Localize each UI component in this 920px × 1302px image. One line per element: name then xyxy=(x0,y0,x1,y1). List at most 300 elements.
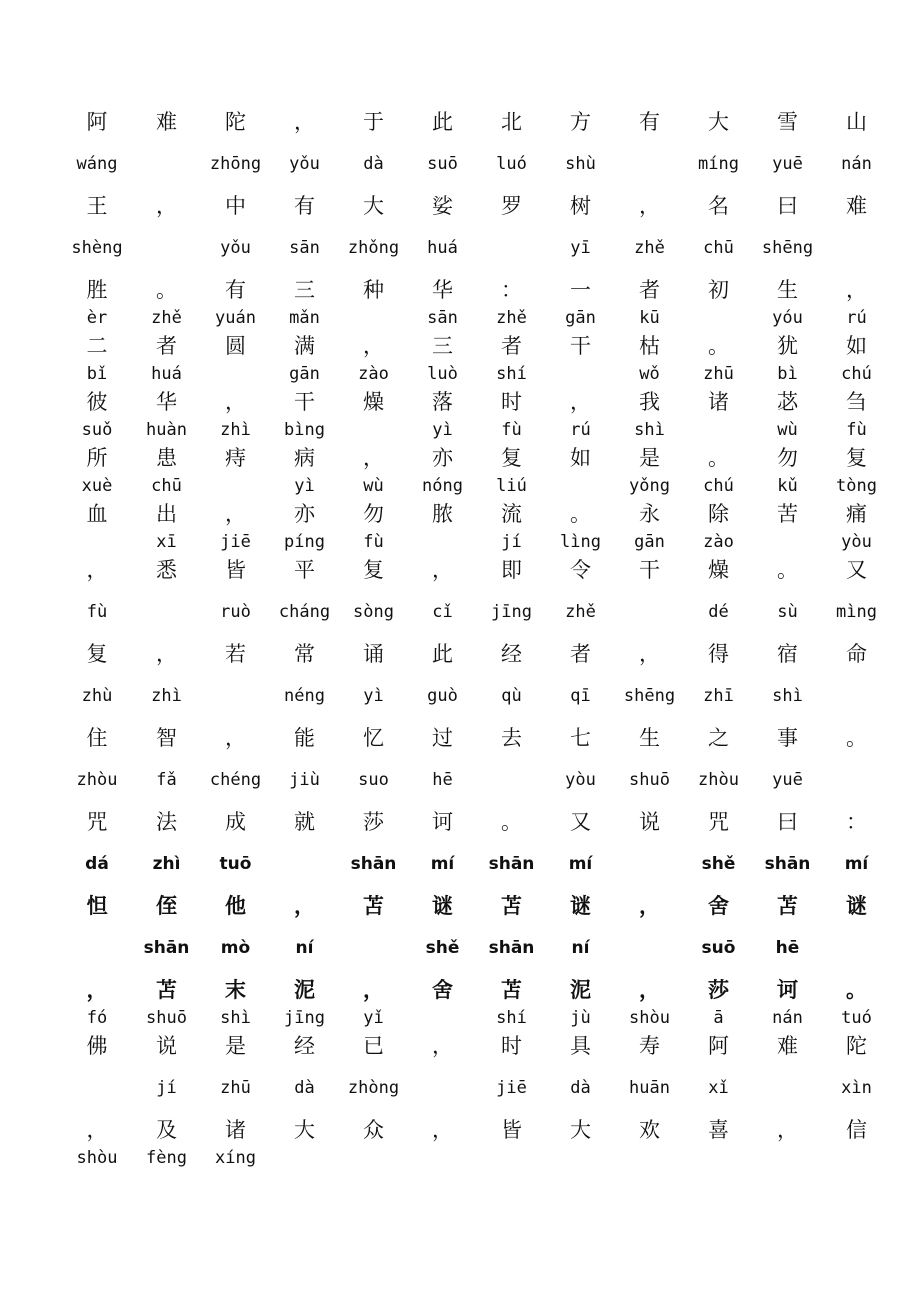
hanzi-cell: 悉 xyxy=(156,558,177,582)
pinyin-cell: shì xyxy=(220,1008,251,1028)
pinyin-cell: zhě xyxy=(496,308,527,328)
hanzi-cell: 大 xyxy=(294,1118,315,1142)
pinyin-cell: sān xyxy=(427,308,458,328)
hanzi-cell: ， xyxy=(432,558,453,582)
pinyin-cell: shān xyxy=(488,854,535,874)
pinyin-cell: píng xyxy=(284,532,325,552)
pinyin-cell: yǒng xyxy=(629,476,670,496)
pinyin-cell: huá xyxy=(151,364,182,384)
pinyin-cell: jí xyxy=(156,1078,177,1098)
pinyin-cell: chū xyxy=(703,238,734,258)
hanzi-cell: ， xyxy=(225,726,246,750)
hanzi-cell: 除 xyxy=(708,502,729,526)
hanzi-cell: 苫 xyxy=(501,893,522,918)
pinyin-cell: yǒu xyxy=(289,154,320,174)
hanzi-cell: 亦 xyxy=(432,446,453,470)
hanzi-cell: 末 xyxy=(225,977,246,1002)
hanzi-row xyxy=(62,556,882,584)
pinyin-cell: luó xyxy=(496,154,527,174)
hanzi-cell: 者 xyxy=(570,642,591,666)
pinyin-cell: sòng xyxy=(353,602,394,622)
hanzi-cell: 诸 xyxy=(225,1118,246,1142)
pinyin-cell: luò xyxy=(427,364,458,384)
hanzi-cell: 燥 xyxy=(363,390,384,414)
pinyin-cell xyxy=(62,528,132,556)
pinyin-cell: shān xyxy=(143,938,190,958)
hanzi-row xyxy=(62,332,882,360)
hanzi-row xyxy=(62,276,882,304)
pinyin-cell: suō xyxy=(427,154,458,174)
pinyin-cell-empty xyxy=(684,1144,753,1172)
hanzi-cell: 脓 xyxy=(432,502,453,526)
pinyin-cell: dà xyxy=(570,1078,591,1098)
hanzi-cell: 复 xyxy=(363,558,384,582)
hanzi-cell: ， xyxy=(156,642,177,666)
hanzi-cell: 事 xyxy=(777,726,798,750)
hanzi-cell: 彼 xyxy=(86,390,108,414)
hanzi-cell: 勿 xyxy=(363,502,384,526)
hanzi-cell: 勿 xyxy=(777,446,798,470)
pinyin-cell: lìng xyxy=(560,532,601,552)
pinyin-cell: fù xyxy=(501,420,522,440)
pinyin-cell: zhǒng xyxy=(347,238,400,258)
pinyin-cell xyxy=(132,220,201,276)
hanzi-cell: 燥 xyxy=(708,558,729,582)
hanzi-cell: 经 xyxy=(501,642,522,666)
hanzi-cell: 种 xyxy=(363,278,384,302)
hanzi-cell: 又 xyxy=(846,558,867,582)
hanzi-cell: 永 xyxy=(639,502,660,526)
pinyin-cell: suō xyxy=(701,938,736,958)
pinyin-cell: shēng xyxy=(623,686,676,706)
pinyin-cell: yóu xyxy=(772,308,803,328)
hanzi-cell: 犹 xyxy=(777,334,798,358)
hanzi-cell: 七 xyxy=(570,726,591,750)
hanzi-cell: ， xyxy=(363,446,384,470)
hanzi-cell: 寿 xyxy=(639,1034,660,1058)
pinyin-cell: tuó xyxy=(841,1008,872,1028)
pinyin-cell: xuè xyxy=(81,476,113,496)
hanzi-cell: 难 xyxy=(156,110,177,134)
hanzi-cell: 诵 xyxy=(363,642,384,666)
hanzi-cell: 此 xyxy=(432,110,453,134)
hanzi-cell: 莎 xyxy=(708,977,729,1002)
pinyin-cell xyxy=(339,304,408,332)
hanzi-cell: 时 xyxy=(501,1034,522,1058)
hanzi-cell: 痔 xyxy=(225,446,246,470)
pinyin-cell: dà xyxy=(294,1078,315,1098)
hanzi-cell: 曰 xyxy=(777,194,798,218)
pinyin-cell: cháng xyxy=(278,602,331,622)
hanzi-cell: ， xyxy=(363,977,384,1002)
hanzi-cell: 欢 xyxy=(639,1118,660,1142)
pinyin-cell: zhòu xyxy=(76,770,118,790)
pinyin-cell: fù xyxy=(86,602,108,622)
hanzi-cell: 苫 xyxy=(501,977,522,1002)
pinyin-cell: zào xyxy=(703,532,734,552)
pinyin-cell: fó xyxy=(86,1008,108,1028)
pinyin-row xyxy=(62,528,882,556)
pinyin-cell-empty xyxy=(339,1144,408,1172)
hanzi-cell: 皆 xyxy=(501,1118,522,1142)
pinyin-cell xyxy=(201,360,270,388)
pinyin-cell: suo xyxy=(358,770,389,790)
pinyin-cell: yì xyxy=(294,476,315,496)
hanzi-cell: 如 xyxy=(570,446,591,470)
hanzi-row xyxy=(62,500,882,528)
hanzi-cell: 是 xyxy=(639,446,660,470)
pinyin-cell: mò xyxy=(220,938,251,958)
hanzi-cell: 住 xyxy=(86,726,108,750)
pinyin-cell: wáng xyxy=(76,154,118,174)
pinyin-row xyxy=(62,304,882,332)
pinyin-cell: huān xyxy=(629,1078,670,1098)
hanzi-cell: 。 xyxy=(501,810,522,834)
hanzi-cell: 复 xyxy=(501,446,522,470)
pinyin-row xyxy=(62,360,882,388)
pinyin-cell: zhě xyxy=(634,238,665,258)
hanzi-cell: 诃 xyxy=(777,977,798,1002)
pinyin-cell: hē xyxy=(775,938,800,958)
hanzi-cell: 刍 xyxy=(846,390,867,414)
hanzi-cell: 成 xyxy=(225,810,246,834)
hanzi-cell: 若 xyxy=(225,642,246,666)
pinyin-cell: gān xyxy=(565,308,596,328)
pinyin-cell: yuē xyxy=(772,154,803,174)
pinyin-cell: bìng xyxy=(284,420,325,440)
hanzi-cell: 令 xyxy=(570,558,591,582)
pinyin-cell: sān xyxy=(289,238,320,258)
pinyin-cell: nóng xyxy=(422,476,463,496)
pinyin-cell-empty xyxy=(270,1144,339,1172)
pinyin-cell xyxy=(822,920,891,976)
pinyin-cell: chéng xyxy=(209,770,262,790)
hanzi-cell: 山 xyxy=(846,110,867,134)
hanzi-cell: 罗 xyxy=(501,194,522,218)
pinyin-cell: wǒ xyxy=(639,364,660,384)
hanzi-cell: 血 xyxy=(86,502,108,526)
pinyin-cell xyxy=(132,584,201,640)
hanzi-cell: 三 xyxy=(294,278,315,302)
pinyin-cell xyxy=(132,136,201,192)
hanzi-cell: 命 xyxy=(846,642,867,666)
pinyin-cell xyxy=(270,836,339,892)
pinyin-cell: sù xyxy=(777,602,798,622)
hanzi-cell: ： xyxy=(501,278,522,302)
pinyin-cell: zào xyxy=(358,364,389,384)
pinyin-cell: wù xyxy=(363,476,384,496)
hanzi-row xyxy=(62,1032,882,1060)
pinyin-cell xyxy=(408,528,477,556)
pinyin-cell: qī xyxy=(570,686,591,706)
hanzi-cell: 舍 xyxy=(708,893,729,918)
hanzi-row xyxy=(62,192,882,220)
pinyin-cell: yuē xyxy=(772,770,803,790)
pinyin-cell: guò xyxy=(427,686,458,706)
hanzi-cell: 有 xyxy=(225,278,246,302)
pinyin-cell: fèng xyxy=(146,1148,187,1168)
pinyin-cell: ní xyxy=(295,938,314,958)
hanzi-cell: ， xyxy=(639,194,660,218)
hanzi-cell: 枯 xyxy=(639,334,660,358)
hanzi-cell: 泥 xyxy=(570,977,591,1002)
pinyin-cell: bǐ xyxy=(86,364,108,384)
pinyin-cell: yì xyxy=(363,686,384,706)
pinyin-cell: zhù xyxy=(81,686,113,706)
hanzi-cell: 说 xyxy=(639,810,660,834)
hanzi-cell: 苾 xyxy=(777,390,798,414)
hanzi-cell: 曰 xyxy=(777,810,798,834)
hanzi-cell: 圆 xyxy=(225,334,246,358)
pinyin-cell: wù xyxy=(777,420,798,440)
hanzi-cell: 大 xyxy=(363,194,384,218)
hanzi-row xyxy=(62,976,882,1004)
hanzi-cell: ， xyxy=(432,1034,453,1058)
hanzi-cell: 陀 xyxy=(846,1034,867,1058)
pinyin-row xyxy=(62,920,882,976)
pinyin-cell: shí xyxy=(496,364,527,384)
hanzi-cell: 是 xyxy=(225,1034,246,1058)
pinyin-cell: shòu xyxy=(629,1008,670,1028)
pinyin-cell: nán xyxy=(772,1008,803,1028)
pinyin-row xyxy=(62,752,882,808)
pinyin-cell: shān xyxy=(488,938,535,958)
pinyin-cell: nán xyxy=(841,154,872,174)
hanzi-cell: 经 xyxy=(294,1034,315,1058)
pinyin-cell: liú xyxy=(496,476,527,496)
hanzi-cell: 。 xyxy=(708,446,729,470)
hanzi-cell: 大 xyxy=(708,110,729,134)
pinyin-cell: jīng xyxy=(491,602,532,622)
pinyin-row xyxy=(62,584,882,640)
hanzi-cell: 侄 xyxy=(156,893,177,918)
hanzi-cell: 出 xyxy=(156,502,177,526)
hanzi-cell: 众 xyxy=(363,1118,384,1142)
pinyin-cell xyxy=(339,416,408,444)
hanzi-cell: 又 xyxy=(570,810,591,834)
pinyin-cell: shuō xyxy=(146,1008,187,1028)
hanzi-cell: ： xyxy=(846,810,867,834)
hanzi-cell: 患 xyxy=(156,446,177,470)
pinyin-cell: tuō xyxy=(219,854,252,874)
pinyin-cell: mí xyxy=(844,854,869,874)
hanzi-row xyxy=(62,1116,882,1144)
hanzi-cell: 他 xyxy=(225,893,246,918)
hanzi-cell: ， xyxy=(294,893,315,918)
hanzi-cell: 满 xyxy=(294,334,315,358)
hanzi-cell: 痛 xyxy=(846,502,867,526)
pinyin-cell: yǐ xyxy=(363,1008,384,1028)
pinyin-cell: néng xyxy=(284,686,325,706)
hanzi-cell: 咒 xyxy=(86,810,108,834)
hanzi-cell: 复 xyxy=(846,446,867,470)
document-body xyxy=(62,108,882,1172)
hanzi-cell: 喜 xyxy=(708,1118,729,1142)
pinyin-cell: ruò xyxy=(220,602,251,622)
pinyin-cell: chú xyxy=(703,476,734,496)
hanzi-row xyxy=(62,444,882,472)
pinyin-cell: yuán xyxy=(215,308,256,328)
hanzi-cell: 即 xyxy=(501,558,522,582)
pinyin-cell: xǐ xyxy=(708,1078,729,1098)
hanzi-cell: 过 xyxy=(432,726,453,750)
hanzi-cell: 于 xyxy=(363,110,384,134)
hanzi-cell: 诃 xyxy=(432,810,453,834)
hanzi-cell: 二 xyxy=(86,334,108,358)
hanzi-cell: 者 xyxy=(501,334,522,358)
pinyin-cell: yòu xyxy=(565,770,596,790)
pinyin-cell: jiù xyxy=(289,770,320,790)
pinyin-cell: zhī xyxy=(703,686,734,706)
hanzi-cell: 干 xyxy=(570,334,591,358)
hanzi-cell: 我 xyxy=(639,390,660,414)
pinyin-cell: qù xyxy=(501,686,522,706)
pinyin-cell-empty xyxy=(822,1144,891,1172)
pinyin-row xyxy=(62,1060,882,1116)
hanzi-cell: ， xyxy=(86,977,108,1002)
pinyin-cell: jiē xyxy=(496,1078,527,1098)
hanzi-cell: 。 xyxy=(846,726,867,750)
pinyin-cell xyxy=(684,416,753,444)
pinyin-cell: kǔ xyxy=(777,476,798,496)
pinyin-cell-empty xyxy=(477,1144,546,1172)
pinyin-cell-empty xyxy=(546,1144,615,1172)
pinyin-cell: èr xyxy=(86,308,108,328)
hanzi-cell: 。 xyxy=(846,977,867,1002)
hanzi-cell: 时 xyxy=(501,390,522,414)
pinyin-cell: xíng xyxy=(215,1148,256,1168)
pinyin-cell: shì xyxy=(772,686,803,706)
pinyin-cell: mí xyxy=(568,854,593,874)
hanzi-cell: 苦 xyxy=(777,502,798,526)
hanzi-cell: 雪 xyxy=(777,110,798,134)
pinyin-cell xyxy=(822,752,891,808)
pinyin-cell: dà xyxy=(363,154,384,174)
hanzi-cell: 苫 xyxy=(363,893,384,918)
pinyin-row xyxy=(62,836,882,892)
pinyin-cell xyxy=(477,752,546,808)
hanzi-cell: 得 xyxy=(708,642,729,666)
pinyin-cell xyxy=(201,472,270,500)
pinyin-cell: chú xyxy=(841,364,872,384)
pinyin-cell: suǒ xyxy=(81,420,113,440)
hanzi-cell: 树 xyxy=(570,194,591,218)
pinyin-row-trailing xyxy=(62,1144,882,1172)
hanzi-cell: 所 xyxy=(86,446,108,470)
hanzi-cell: 胜 xyxy=(86,278,108,302)
hanzi-cell: 苫 xyxy=(156,977,177,1002)
hanzi-cell: 流 xyxy=(501,502,522,526)
hanzi-cell: 佛 xyxy=(86,1034,108,1058)
pinyin-cell xyxy=(546,472,615,500)
pinyin-cell: jiē xyxy=(220,532,251,552)
hanzi-cell: 谜 xyxy=(570,893,591,918)
pinyin-cell: zhě xyxy=(151,308,182,328)
hanzi-cell: 平 xyxy=(294,558,315,582)
hanzi-cell: ， xyxy=(225,502,246,526)
hanzi-cell: 莎 xyxy=(363,810,384,834)
hanzi-cell: ， xyxy=(639,642,660,666)
pinyin-cell: jí xyxy=(501,532,522,552)
pinyin-cell: mǎn xyxy=(289,308,320,328)
hanzi-cell: 娑 xyxy=(432,194,453,218)
pinyin-cell xyxy=(477,220,546,276)
pinyin-cell: mìng xyxy=(836,602,877,622)
hanzi-cell: 有 xyxy=(639,110,660,134)
hanzi-cell: 一 xyxy=(570,278,591,302)
hanzi-cell: 华 xyxy=(156,390,177,414)
pinyin-cell: yǒu xyxy=(220,238,251,258)
hanzi-row xyxy=(62,724,882,752)
pinyin-cell-empty xyxy=(753,1144,822,1172)
hanzi-cell: 如 xyxy=(846,334,867,358)
pinyin-cell xyxy=(408,1060,477,1116)
pinyin-cell: gān xyxy=(634,532,665,552)
pinyin-cell xyxy=(546,360,615,388)
pinyin-cell: yòu xyxy=(841,532,872,552)
hanzi-cell: 干 xyxy=(639,558,660,582)
hanzi-cell: 说 xyxy=(156,1034,177,1058)
pinyin-cell: fù xyxy=(846,420,867,440)
pinyin-cell: jīng xyxy=(284,1008,325,1028)
pinyin-cell xyxy=(822,220,891,276)
hanzi-row xyxy=(62,640,882,668)
hanzi-cell: 法 xyxy=(156,810,177,834)
pinyin-cell: shòu xyxy=(76,1148,118,1168)
pinyin-cell: chū xyxy=(151,476,182,496)
pinyin-cell: shí xyxy=(496,1008,527,1028)
pinyin-cell: kū xyxy=(639,308,660,328)
pinyin-cell: zhì xyxy=(220,420,251,440)
hanzi-cell: 生 xyxy=(639,726,660,750)
pinyin-cell xyxy=(822,668,891,724)
pinyin-row xyxy=(62,220,882,276)
pinyin-cell: shuō xyxy=(629,770,670,790)
pinyin-cell: xī xyxy=(156,532,177,552)
hanzi-cell: 谜 xyxy=(846,893,867,918)
pinyin-cell: zhì xyxy=(152,854,181,874)
hanzi-cell: 亦 xyxy=(294,502,315,526)
hanzi-cell: 就 xyxy=(294,810,315,834)
hanzi-cell: 干 xyxy=(294,390,315,414)
hanzi-cell: 阿 xyxy=(708,1034,729,1058)
hanzi-cell: ， xyxy=(639,977,660,1002)
hanzi-cell: 名 xyxy=(708,194,729,218)
hanzi-row xyxy=(62,892,882,920)
hanzi-cell: 北 xyxy=(501,110,522,134)
pinyin-cell: huàn xyxy=(146,420,187,440)
pinyin-cell: shèng xyxy=(71,238,123,258)
hanzi-cell: ， xyxy=(86,1118,108,1142)
pinyin-cell xyxy=(615,920,684,976)
hanzi-cell: 有 xyxy=(294,194,315,218)
pinyin-cell: zhū xyxy=(703,364,734,384)
pinyin-cell: ā xyxy=(713,1008,724,1028)
pinyin-cell: zhōng xyxy=(209,154,262,174)
hanzi-cell: 难 xyxy=(777,1034,798,1058)
hanzi-cell: ， xyxy=(363,334,384,358)
pinyin-cell xyxy=(62,1060,132,1116)
hanzi-cell: ， xyxy=(846,278,867,302)
pinyin-cell: dé xyxy=(708,602,729,622)
hanzi-cell: ， xyxy=(570,390,591,414)
pinyin-row xyxy=(62,416,882,444)
hanzi-cell: ， xyxy=(639,893,660,918)
hanzi-cell: 苫 xyxy=(777,893,798,918)
pinyin-cell: mí xyxy=(430,854,455,874)
hanzi-row xyxy=(62,808,882,836)
hanzi-cell: 怛 xyxy=(86,893,108,918)
